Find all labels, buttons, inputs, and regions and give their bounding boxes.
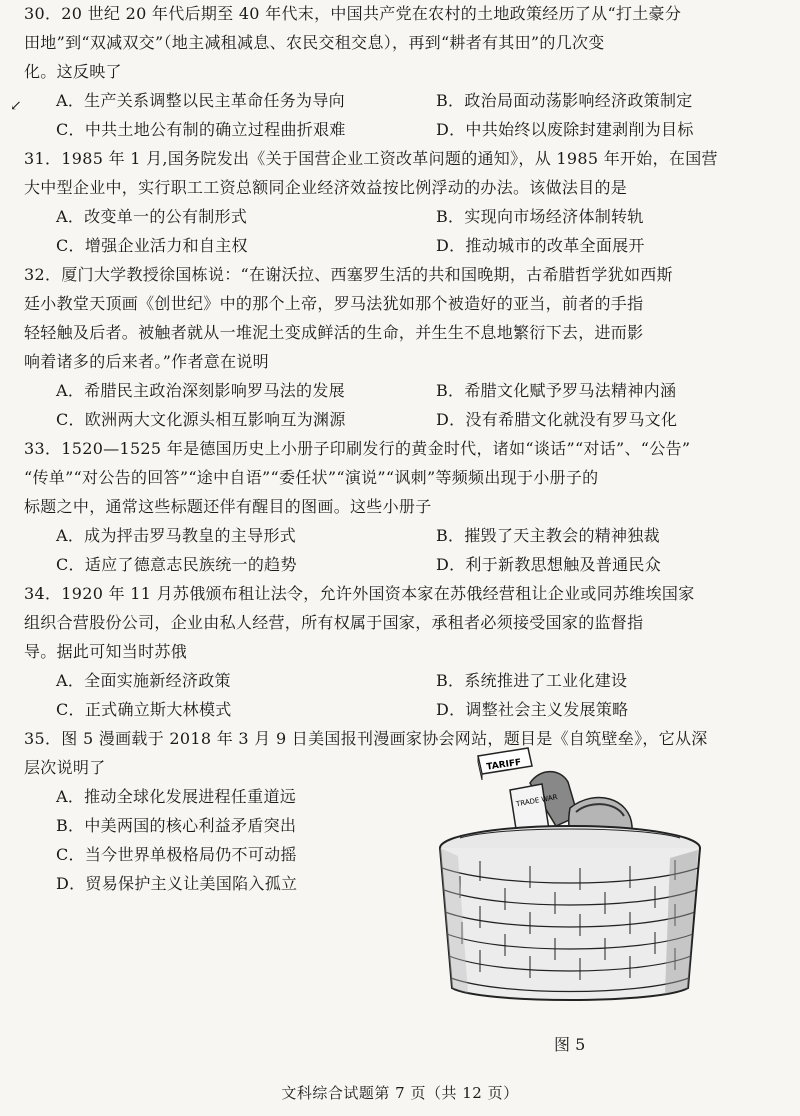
q33-option-d: D．利于新教思想触及普通民众 — [436, 555, 662, 574]
q32-line-1: 32．厦门大学教授徐国栋说：“在谢沃拉、西塞罗生活的共和国晚期，古希腊哲学犹如西斯 — [24, 265, 673, 284]
q33-line-3: 标题之中，通常这些标题还伴有醒目的图画。这些小册子 — [24, 497, 432, 516]
q33-option-a: A．成为抨击罗马教皇的主导形式 — [56, 526, 297, 545]
q34-option-a: A．全面实施新经济政策 — [56, 671, 231, 690]
q30-option-a: A．生产关系调整以民主革命任务为导向 — [56, 91, 345, 110]
q30-line-3: 化。这反映了 — [24, 62, 122, 81]
q35-option-c: C．当今世界单极格局仍不可动摇 — [56, 845, 297, 864]
q35-line-2: 层次说明了 — [24, 758, 106, 777]
q34-option-c: C．正式确立斯大林模式 — [56, 700, 232, 719]
page-footer: 文科综合试题第 7 页（共 12 页） — [281, 1084, 519, 1102]
q30-option-b: B．政治局面动荡影响经济政策制定 — [436, 91, 693, 110]
pen-mark: ↙ — [10, 98, 22, 114]
q35-option-b: B．中美两国的核心利益矛盾突出 — [56, 816, 297, 835]
q30-option-d: D．中共始终以废除封建剥削为目标 — [436, 120, 694, 139]
q31-option-a: A．改变单一的公有制形式 — [56, 207, 248, 226]
q32-option-b: B．希腊文化赋予罗马法精神内涵 — [436, 381, 677, 400]
q34-line-2: 组织合营股份公司，企业由私人经营，所有权属于国家，承租者必须接受国家的监督指 — [24, 613, 644, 632]
q35-option-a: A．推动全球化发展进程任重道远 — [56, 787, 297, 806]
q33-option-b: B．摧毁了天主教会的精神独裁 — [436, 526, 660, 545]
q32-line-3: 轻轻触及后者。被触者就从一堆泥土变成鲜活的生命，并生生不息地繁衍下去，进而影 — [24, 323, 644, 342]
q35-option-d: D．贸易保护主义让美国陷入孤立 — [56, 874, 298, 893]
q31-option-d: D．推动城市的改革全面展开 — [436, 236, 645, 255]
q34-option-d: D．调整社会主义发展策略 — [436, 700, 629, 719]
q32-line-2: 廷小教堂天顶画《创世纪》中的那个上帝，罗马法犹如那个被造好的亚当，前者的手指 — [24, 294, 644, 313]
q31-option-c: C．增强企业活力和自主权 — [56, 236, 248, 255]
q30-line-1: 30．20 世纪 20 年代后期至 40 年代末，中国共产党在农村的土地政策经历了从“打土豪分 — [24, 4, 682, 23]
tariff-brick — [478, 748, 532, 780]
q33-line-1: 33．1520—1525 年是德国历史上小册子印刷发行的黄金时代，诸如“谈话”“对话”、“公告” — [24, 439, 691, 458]
q31-option-b: B．实现向市场经济体制转轨 — [436, 207, 644, 226]
q32-option-d: D．没有希腊文化就没有罗马文化 — [436, 410, 678, 429]
q35-line-1: 35．图 5 漫画载于 2018 年 3 月 9 日美国报刊漫画家协会网站，题目是《自筑壁垒》，它从深 — [24, 729, 708, 748]
q32-option-a: A．希腊民主政治深刻影响罗马法的发展 — [56, 381, 345, 400]
q34-option-b: B．系统推进了工业化建设 — [436, 671, 628, 690]
q33-line-2: “传单”“对公告的回答”“途中自语”“委任状”“演说”“讽刺”等频频出现于小册子的 — [24, 468, 599, 487]
tariff-brick-label: TARIFF — [485, 757, 522, 773]
cartoon-self-built-wall — [420, 738, 720, 1002]
q30-option-c: C．中共土地公有制的确立过程曲折艰难 — [56, 120, 346, 139]
q32-line-4: 响着诸多的后来者。”作者意在说明 — [24, 352, 269, 371]
q30-line-2: 田地”到“双减双交”（地主减租减息、农民交租交息），再到“耕者有其田”的几次变 — [24, 33, 605, 52]
q33-option-c: C．适应了德意志民族统一的趋势 — [56, 555, 297, 574]
q32-option-c: C．欧洲两大文化源头相互影响互为渊源 — [56, 410, 346, 429]
q34-line-1: 34．1920 年 11 月苏俄颁布租让法令，允许外国资本家在苏俄经营租让企业或同苏维埃国家 — [24, 584, 695, 603]
q34-line-3: 导。据此可知当时苏俄 — [24, 642, 188, 661]
q31-line-1: 31．1985 年 1 月,国务院发出《关于国营企业工资改革问题的通知》，从 1985 年开始，在国营 — [24, 149, 718, 168]
brick-wall-tower — [440, 826, 700, 1000]
figure-caption: 图 5 — [554, 1035, 586, 1054]
q31-line-2: 大中型企业中，实行职工工资总额同企业经济效益按比例浮动的办法。该做法目的是 — [24, 178, 628, 197]
trade-war-paper-label: TRADE WAR — [515, 793, 559, 809]
